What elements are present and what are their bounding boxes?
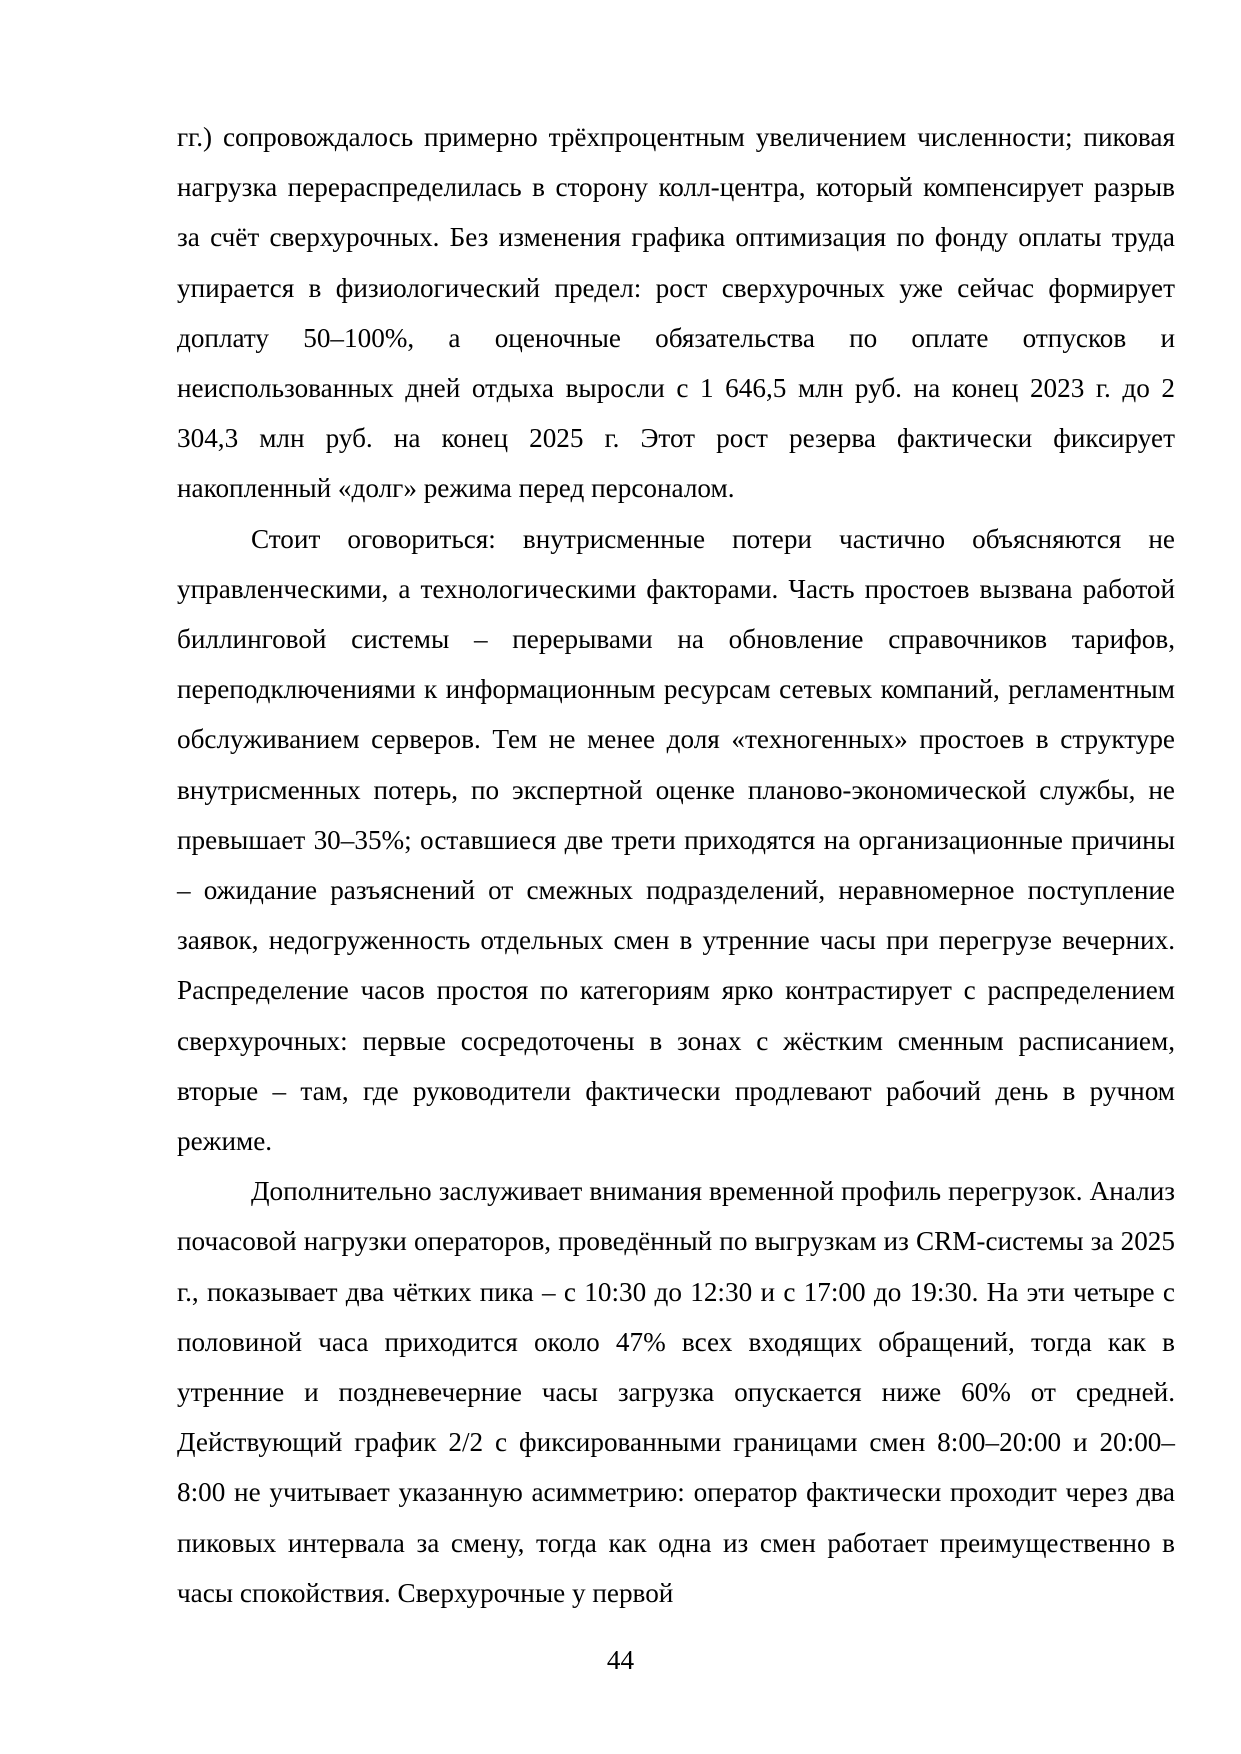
paragraph-technological-factors: Стоит оговориться: внутрисменные потери частично объясняются не управленческими, а технологическими факторами. Часть простоев вызвана работой биллинговой системы – перерывами на обновление справочников тарифов, переподключениями к информационным ресурсам сетевых компаний, регламентным обслуживанием серверов. Тем не менее доля «техногенных» простоев в структуре внутрисменных потерь, по экспертной оценке планово-экономической службы, не превышает 30–35%; оставшиеся две трети приходятся на организационные причины – ожидание разъяснений от смежных подразделений, неравномерное поступление заявок, недогруженность отдельных смен в утренние часы при перегрузе вечерних. Распределение часов простоя по категориям ярко контрастирует с распределением сверхурочных: первые сосредоточены в зонах с жёстким сменным расписанием, вторые – там, где руководители фактически продлевают рабочий день в ручном режиме. xyxy=(177,523,1175,1157)
paragraph-continuation: гг.) сопровождалось примерно трёхпроцентным увеличением численности; пиковая нагрузка перераспределилась в сторону колл-центра, который компенсирует разрыв за счёт сверхурочных. Без изменения графика оптимизация по фонду оплаты труда упирается в физиологический предел: рост сверхурочных уже сейчас формирует доплату 50–100%, а оценочные обязательства по оплате отпусков и неиспользованных дней отдыха выросли с 1 646,5 млн руб. на конец 2023 г. до 2 304,3 млн руб. на конец 2025 г. Этот рост резерва фактически фиксирует накопленный «долг» режима перед персоналом. xyxy=(177,122,1175,504)
body-text xyxy=(177,112,1175,1618)
paragraph-overload-profile: Дополнительно заслуживает внимания временной профиль перегрузок. Анализ почасовой нагрузки операторов, проведённый по выгрузкам из CRM-системы за 2025 г., показывает два чётких пика – с 10:30 до 12:30 и с 17:00 до 19:30. На эти четыре с половиной часа приходится около 47% всех входящих обращений, тогда как в утренние и поздневечерние часы загрузка опускается ниже 60% от средней. Действующий график 2/2 с фиксированными границами смен 8:00–20:00 и 20:00–8:00 не учитывает указанную асимметрию: оператор фактически проходит через два пиковых интервала за смену, тогда как одна из смен работает преимущественно в часы спокойствия. Сверхурочные у первой xyxy=(177,1176,1175,1608)
page-number: 44 xyxy=(606,1645,635,1675)
